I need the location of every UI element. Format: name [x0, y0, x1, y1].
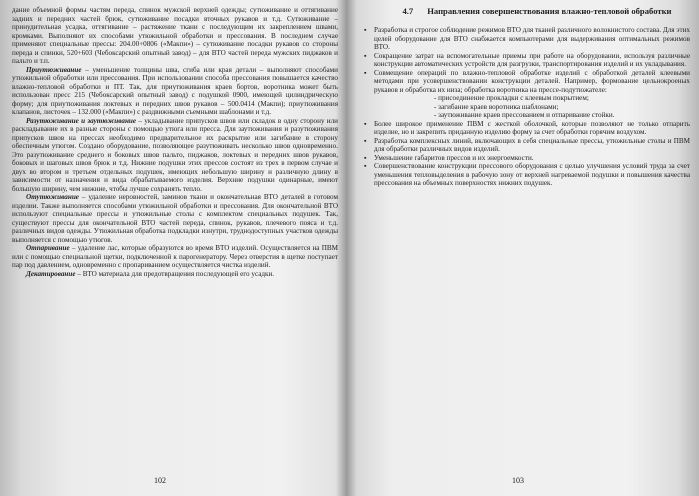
bullet-item: ▪ Более широкое применение ПВМ с жесткой оболочкой, которые позволяют не только отпарить изделие, но и закрепить приданную изделию форму за счет обработки горячим воздухом. — [364, 120, 690, 137]
bullet-item: ▪ Совершенствование конструкции прессового оборудования с целью улучшения условий труда за счет уменьшения тепловыделения в рабочую зону от верхней нагреваемой подушки и повышения качества прессования на объемных поверхностях нижних подушек. — [364, 162, 690, 188]
term-dekatirovanie: Декатирование — [26, 269, 76, 278]
page-number-right: 103 — [512, 476, 524, 485]
sub-item: - загибание краев воротника шаблонами; — [434, 102, 559, 111]
right-page — [352, 0, 699, 496]
term-priutyuzhivanie: Приутюживание — [26, 65, 82, 74]
page-number-left: 102 — [154, 476, 166, 485]
term-otparivanie: Отпаривание — [26, 244, 70, 252]
paragraph-0: дание объемной формы частям переда, спинок мужской верхней одежды; сутюживание и оттягивание задних и передних частей брюк, сутюживание посадки вточных рукавов и т.д. Сутюживание – принудительная усадка, оттягивание – растяжение ткани с последующим их закреплением швами, кромками. Выполняют их способами утюжильной обработки и прессования. В последнем случае применяют специальные прессы: 204.00+0806 («Макпи») – сутюживание посадки рукавов со стороны переда и спинки, 520+603 (Чебоксарский опытный завод) – для ВТО частей переда мужских пиджаков и пальто и т.п. — [12, 6, 338, 65]
bullet-item: ▪ Разработка комплексных линий, включающих в себя специальные прессы, утюжильные столы и ПВМ для обработки различных видов изделий. — [364, 137, 690, 154]
bullet-item: ▪ Уменьшение габаритов прессов и их энергоемкости. — [364, 154, 690, 163]
bullet-item: ▪ Разработка и строгое соблюдение режимов ВТО для тканей различного волокнистого состава. Для этих целей оборудование для ВТО снабжается компьютерами для выдерживания оптимальных режимов ВТО. — [364, 26, 690, 52]
bullet-item: ▪ Сокращение затрат на вспомогательные приемы при работе на оборудовании, используя различные конструкции автоматических устройств для разгрузки, транспортирования изделий и их укладывания. — [364, 52, 690, 69]
left-page-text — [12, 6, 338, 278]
section-number: 4.7 — [402, 6, 414, 16]
right-page-text — [364, 26, 690, 188]
sub-item: - заутюживание краев прессованием и отпаривание стойки. — [434, 111, 615, 119]
sub-item: - присоединение прокладки с клеевым покрытием; — [434, 94, 589, 102]
paragraph-2: Разутюживание и заутюживание – укладывание припусков швов или складок в одну сторону или раскладывание их в разные стороны с помощью утюга или пресса. Для заутюживания и разутюживания припусков швов на прессах необходимо предварительное их раскрытие или загибание в сторону обеспечным утюгом. Создано оборудование, позволяющее разутюживать несколько швов одновременно. Это разутюживание среднего и боковых швов пальто, пиджаков, локтевых и передних швов рукавов, боковых и шаговых швов брюк и т.д. Нижние подушки этих прессов состоят из трех в первом случае и двух во втором и третьем отдельных подушек, имеющих небольшую ширину и различную длину в зависимости от назначения и вида обрабатываемого изделия. Верхние подушки одинарные, имеют большую ширину, чем нижние, чтобы лучше сохранять тепло. — [12, 116, 339, 193]
section-heading — [392, 6, 682, 16]
term-razutyuzhivanie: Разутюживание и заутюживание — [26, 116, 137, 125]
term-otutyuzhivanie: Отутюживание — [26, 193, 79, 201]
left-page — [0, 0, 345, 496]
paragraph-3: Отутюживание – удаление неровностей, заминов ткани и окончательная ВТО деталей в готовом изделии. Также выполняется способами утюжильной обработки и прессования. Для окончательной ВТО используют специальные прессы и утюжильные столы с комплектом специальных подушек. Так, существуют прессы для окончательной ВТО частей переда, спинок, рукавов, плечевого пояса и т.д. различных видов одежды. Утюжильная обработка подкладки изнутри, труднодоступных участков одежды выполняется с помощью утюгов. — [12, 193, 338, 244]
section-title: Направления совершенствования влажно-тепловой обработки — [427, 6, 672, 16]
paragraph-4: Отпаривание – удаление лас, которые образуются во время ВТО изделий. Осуществляется на ПВМ или с помощью специальной щетки, подключенной к парогенератору. Через отверстия в щетке поступает пар под давлением, одновременно с пропариванием осуществляется чистка изделий. — [12, 244, 338, 269]
paragraph-5: Декатирование – ВТО материала для предотвращения последующей его усадки. — [26, 269, 275, 278]
paragraph-1: Приутюживание – уменьшение толщины шва, сгиба или края детали – выполняют способами утюжильной обработки или прессования. При использовании способа прессования повышается качество влажно-тепловой обработки и ПТ. Так, для приутюживания краев бортов, воротника может быть использован пресс 215 (Чебоксарский опытный завод) с подушкой 0900, имеющей цилиндрическую форму; для приутюживания локтевых и передних швов рукавов – 500.0414 (Макпи); приутюживания клапанов, листочек – 132.000 («Макпи») с раздвижными съемными шаблонами и т.д. — [12, 65, 338, 116]
bullet-item: ▪ Совмещение операций по влажно-тепловой обработке изделий с обработкой деталей клеевыми методами при усовершенствовании конструкции деталей. Например, формование цельнокроеных рукавов и обработка их низа; обработка воротника на прессе-подутюжателе: — [364, 69, 690, 95]
